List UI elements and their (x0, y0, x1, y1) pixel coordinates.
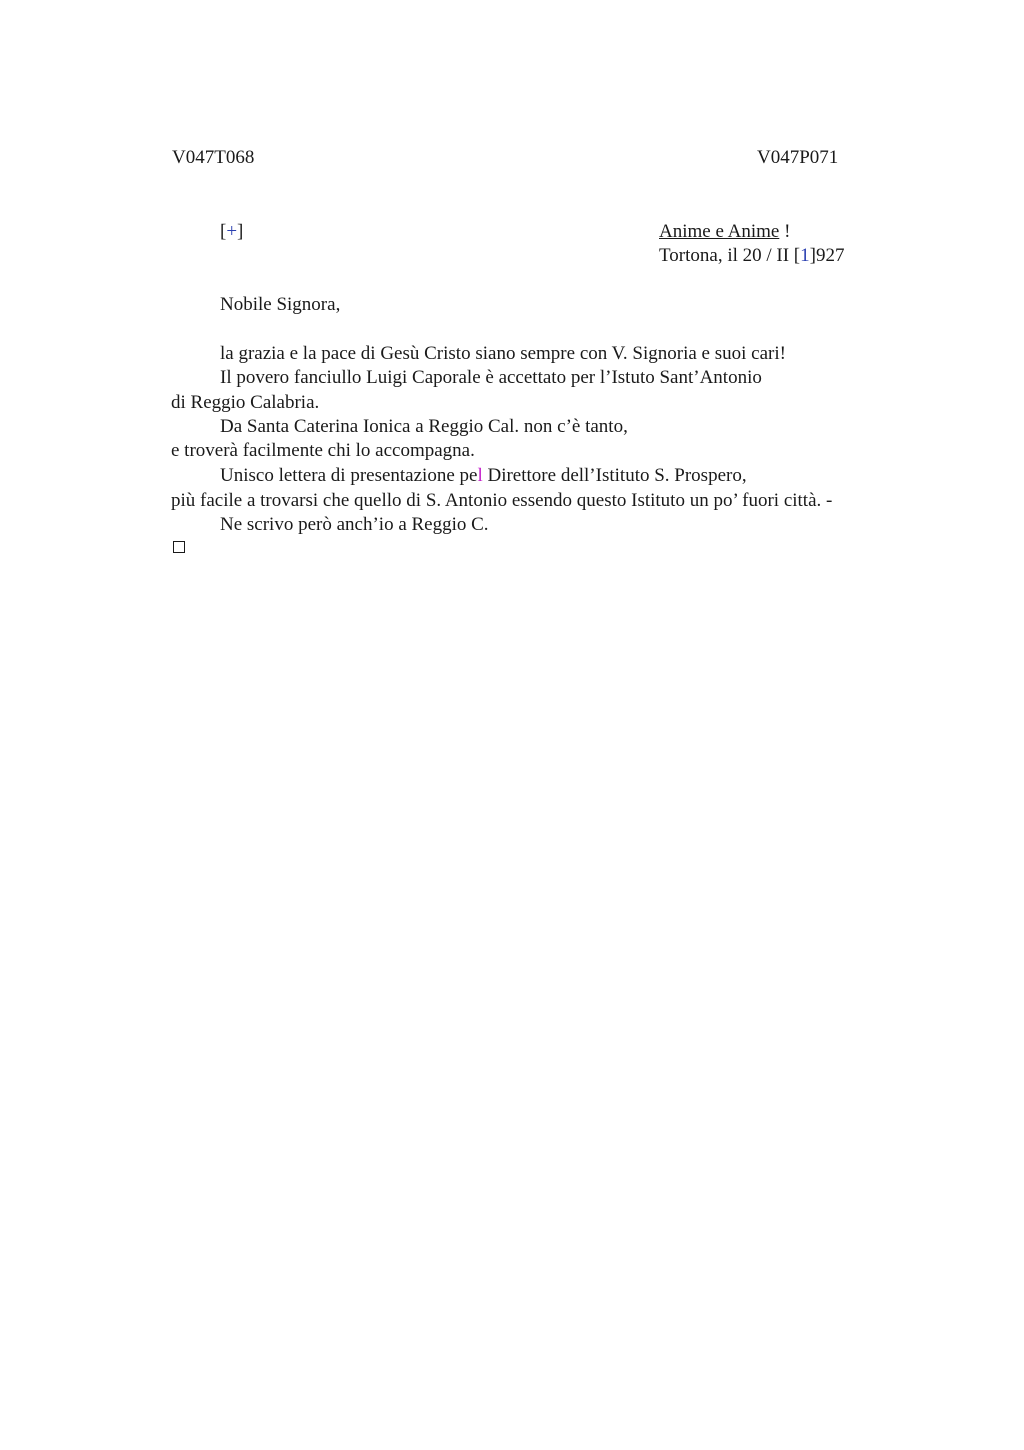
motto-line (659, 220, 790, 244)
body-line-6-highlight: l (477, 465, 483, 486)
body-line-1: la grazia e la pace di Gesù Cristo siano sempre con V. Signoria e suoi cari! (220, 343, 786, 364)
document-code-left: V047T068 (172, 147, 255, 168)
cross-mark-open: [ (220, 221, 227, 242)
cross-symbol: + (226, 221, 238, 242)
body-line-2: Il povero fanciullo Luigi Caporale è accettato per l’Istuto Sant’Antonio (220, 367, 762, 388)
motto-suffix: ! (779, 221, 791, 242)
cross-mark (220, 220, 243, 244)
body-line-5: e troverà facilmente chi lo accompagna. (171, 440, 475, 461)
body-line-6 (220, 464, 747, 488)
cross-mark-close: ] (237, 221, 244, 242)
date-prefix: Tortona, il 20 / II [ (659, 245, 801, 266)
body-line-6-after: Direttore dell’Istituto S. Prospero, (482, 465, 747, 486)
body-line-3: di Reggio Calabria. (171, 392, 320, 413)
body-line-6-before: Unisco lettera di presentazione pe (220, 465, 478, 486)
document-code-right: V047P071 (757, 147, 839, 168)
date-inserted-digit: 1 (800, 245, 810, 266)
body-line-7: più facile a trovarsi che quello di S. Antonio essendo questo Istituto un po’ fuori città. - (171, 490, 833, 511)
salutation: Nobile Signora, (220, 294, 341, 315)
motto-text: Anime e Anime (659, 221, 780, 242)
date-suffix: ]927 (809, 245, 845, 266)
body-line-8: Ne scrivo però anch’io a Reggio C. (220, 514, 489, 535)
end-marker-checkbox (173, 541, 185, 553)
date-line (659, 244, 844, 268)
body-line-4: Da Santa Caterina Ionica a Reggio Cal. non c’è tanto, (220, 416, 628, 437)
